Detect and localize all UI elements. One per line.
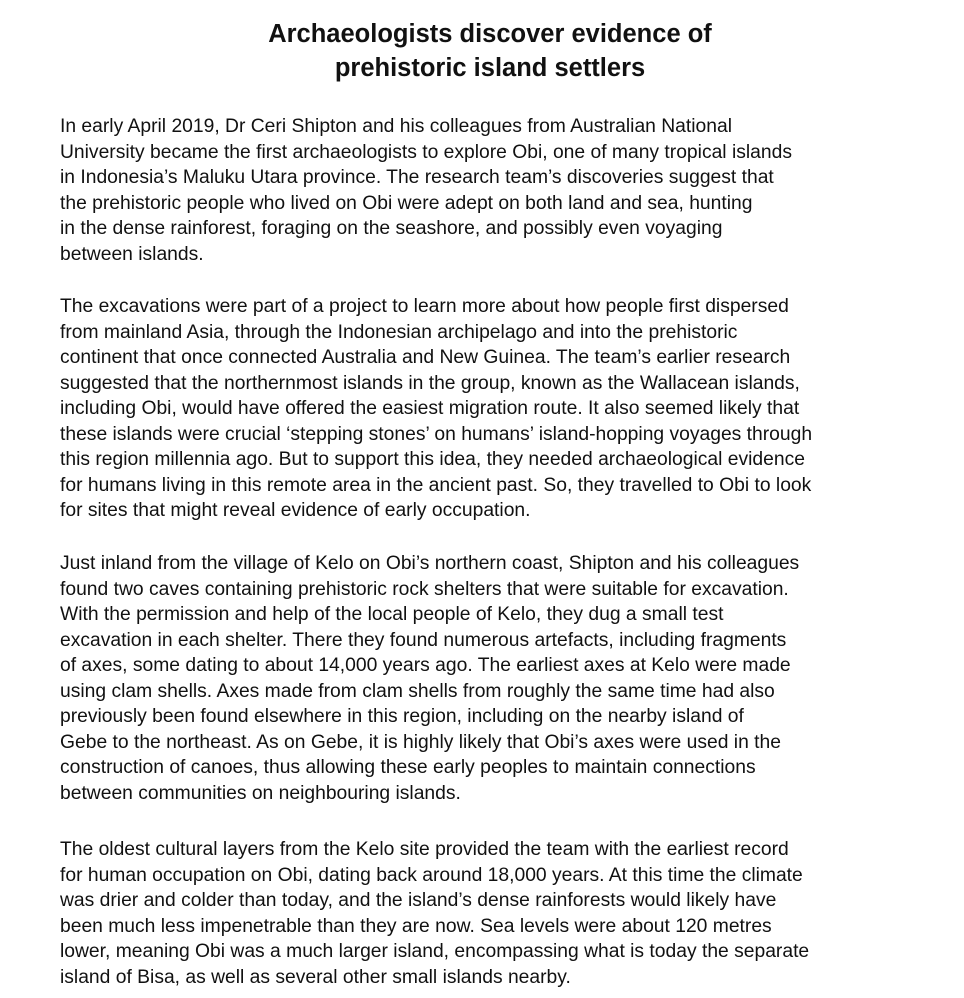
- text-line: construction of canoes, thus allowing these early peoples to maintain connections: [60, 757, 756, 778]
- text-line: this region millennia ago. But to support this idea, they needed archaeological evidence: [60, 449, 805, 470]
- text-line: including Obi, would have offered the easiest migration route. It also seemed likely that: [60, 398, 800, 419]
- paragraph-2: [60, 294, 940, 524]
- text-line: continent that once connected Australia and New Guinea. The team’s earlier research: [60, 347, 791, 368]
- article-title-line: prehistoric island settlers: [334, 54, 646, 82]
- article-title: [0, 17, 964, 85]
- text-line: from mainland Asia, through the Indonesian archipelago and into the prehistoric: [60, 321, 738, 343]
- text-line: of axes, some dating to about 14,000 years ago. The earliest axes at Kelo were made: [60, 655, 791, 676]
- text-line: With the permission and help of the local people of Kelo, they dug a small test: [60, 604, 724, 625]
- text-line: previously been found elsewhere in this region, including on the nearby island of: [60, 706, 744, 727]
- text-line: The excavations were part of a project to learn more about how people first dispersed: [60, 296, 789, 317]
- article-title-line: Archaeologists discover evidence of: [268, 20, 712, 48]
- text-line: The oldest cultural layers from the Kelo site provided the team with the earliest record: [60, 839, 789, 860]
- text-line: Gebe to the northeast. As on Gebe, it is highly likely that Obi’s axes were used in the: [60, 731, 781, 753]
- paragraph-1: [60, 114, 940, 267]
- text-line: been much less impenetrable than they are now. Sea levels were about 120 metres: [60, 915, 772, 937]
- text-line: found two caves containing prehistoric rock shelters that were suitable for excavation.: [60, 578, 789, 600]
- text-line: these islands were crucial ‘stepping stones’ on humans’ island-hopping voyages through: [60, 423, 813, 445]
- text-line: between islands.: [60, 243, 204, 265]
- text-line: using clam shells. Axes made from clam shells from roughly the same time had also: [60, 680, 775, 702]
- text-line: Just inland from the village of Kelo on Obi’s northern coast, Shipton and his colleagues: [60, 553, 800, 574]
- text-line: island of Bisa, as well as several other small islands nearby.: [60, 966, 571, 988]
- text-line: in the dense rainforest, foraging on the seashore, and possibly even voyaging: [60, 218, 723, 239]
- text-line: lower, meaning Obi was a much larger island, encompassing what is today the separate: [60, 941, 810, 962]
- text-line: in Indonesia’s Maluku Utara province. The research team’s discoveries suggest that: [60, 167, 774, 188]
- text-line: excavation in each shelter. There they found numerous artefacts, including fragments: [60, 629, 787, 651]
- text-line: for sites that might reveal evidence of early occupation.: [60, 500, 531, 521]
- text-line: In early April 2019, Dr Ceri Shipton and his colleagues from Australian National: [60, 116, 732, 137]
- text-line: for human occupation on Obi, dating back around 18,000 years. At this time the climate: [60, 864, 803, 886]
- text-line: University became the first archaeologists to explore Obi, one of many tropical islands: [60, 141, 792, 163]
- text-line: suggested that the northernmost islands in the group, known as the Wallacean islands,: [60, 372, 800, 394]
- paragraph-3: [60, 551, 940, 806]
- paragraph-4: [60, 837, 940, 990]
- text-line: for humans living in this remote area in the ancient past. So, they travelled to Obi to look: [60, 474, 812, 496]
- text-line: between communities on neighbouring islands.: [60, 782, 461, 804]
- text-line: the prehistoric people who lived on Obi were adept on both land and sea, hunting: [60, 192, 753, 214]
- text-line: was drier and colder than today, and the island’s dense rainforests would likely have: [60, 890, 777, 911]
